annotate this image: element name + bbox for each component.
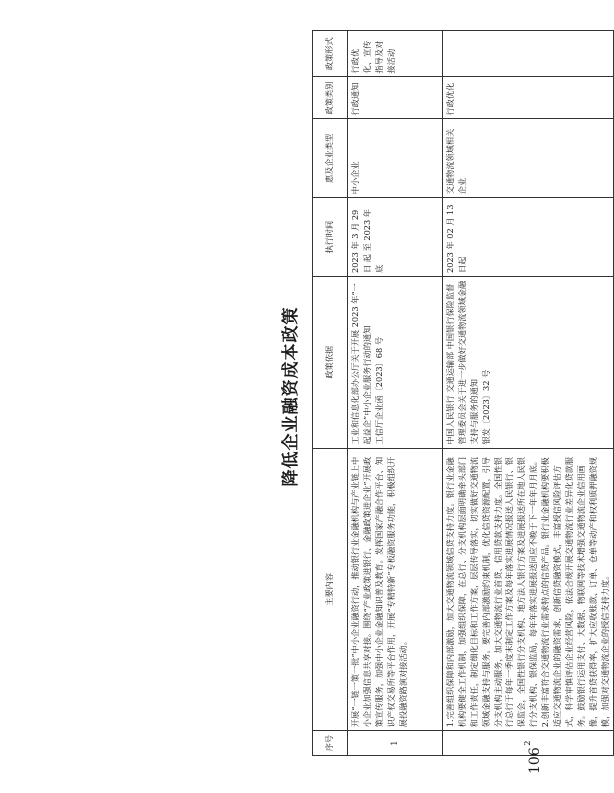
header-basis: 政策依据 <box>313 277 348 449</box>
row-type: 行政通知 <box>348 77 443 119</box>
page-number: 106 <box>527 747 543 774</box>
row-content: 开展“一链一策一批”中小企业融资行动，推动银行业金融机构与产业链上中小企业加强信息共享对接。围绕“产业政策进银行、金融政策进企业”开展政策宣传服务，加强中小企业金融知识普及教育。发挥国家产融合作平台、知识产权交易所等平台作用，开展“专精特新”专板融资服务功能，积极组织开展投融资路演对接活动。 <box>348 448 443 731</box>
header-target: 惠及企业类型 <box>313 119 348 198</box>
row-target: 中小企业 <box>348 119 443 198</box>
policy-table <box>312 30 614 756</box>
header-form: 政策形式 <box>313 31 348 77</box>
row-basis: 中国人民银行 交通运输部 中国银行保险监督管理委员会关于进一步做好交通物流领域金融支持与服务的通知 银发〔2023〕32 号 <box>443 277 614 449</box>
header-time: 执行时间 <box>313 198 348 277</box>
header-index: 序号 <box>313 731 348 756</box>
row-target: 交通物流领域相关企业 <box>443 119 614 198</box>
row-form: 行政优化、宣传指导及对接活动 <box>348 31 443 77</box>
row-index: 1 <box>348 731 443 756</box>
row-form <box>443 31 614 77</box>
table-row <box>443 31 614 756</box>
row-type: 行政优化 <box>443 77 614 119</box>
row-basis: 工业和信息化部办公厅关于开展 2023 年“一起益企”中小企业服务行动的通知 工信厅企业函〔2023〕68 号 <box>348 277 443 449</box>
header-content: 主要内容 <box>313 448 348 731</box>
page-title: 降低企业融资成本政策 <box>281 306 301 487</box>
table-row <box>348 31 443 756</box>
row-time: 2023 年 3 月 29 日 起 至 2023 年底 <box>348 198 443 277</box>
row-content: 1.完善组织保障和内部激励，加大交通物流领域信贷支持力度。银行业金融机构要健全工作机制，加强组织保障，在总行、分支机构层面明确牵头部门和工作责任，制定细化目标和工作方案，层层传导落实，切实做好交通物流领域金融支持与服务。要完善内部激励约束机制，优化信贷资源配置，引导分支机构主动服务，加大交通物流行业首贷、信用贷款支持力度。全国性银行总行于每年一季度末制定工作方案及每年落实进展情况报送人民银行、银保监会，全国性银行分支机构、地方法人银行方案及进展报送所在地人民银行分支机构、银保监局，每年年落实进展报送同应不晚于下一年年月月底。 2.创新丰富符合交通物流行业需求特点的信贷产品。银行业金融机构要积极适应交通物流企业的融资需求，创新信贷融资模式，丰富授信风险评估方式，科学审慎评估企业经营风险，依法合规开展交通物流行业差异化贷款服务。鼓励银行运用支付、大数据、物联网等技术增强交通物流企业信用画像，提升首贷获得率，扩大应收账款、订单、仓单等动产和权利质押融资规模，加强对交通物流企业的授信支持力度。 <box>443 448 614 731</box>
header-type: 政策类别 <box>313 77 348 119</box>
table-header-row <box>313 31 348 756</box>
row-index: 2 <box>443 731 614 756</box>
row-time: 2023 年 02 月 13 日起 <box>443 198 614 277</box>
